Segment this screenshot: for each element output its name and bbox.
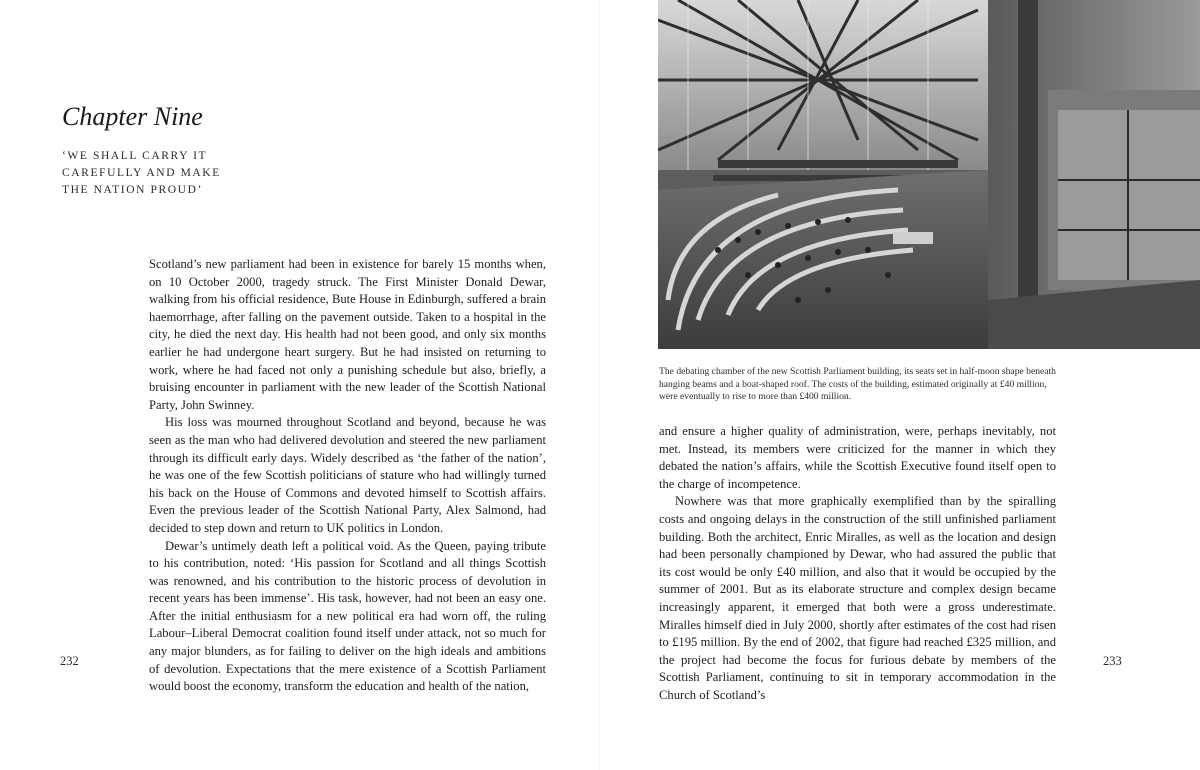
page-number-left: 232	[60, 654, 79, 668]
left-body-text	[149, 256, 546, 696]
page-number-right: 233	[1103, 654, 1122, 668]
photo-caption: The debating chamber of the new Scottish Parliament building, its seats set in half-moon shape beneath hanging beams and a boat-shaped roof. The costs of the building, estimated originally at £40 million, were eventually to rise to more than £400 million.	[659, 366, 1056, 403]
paragraph: Scotland’s new parliament had been in existence for barely 15 months when, on 10 October 2000, tragedy struck. The First Minister Donald Dewar, walking from his official residence, Bute House in Edinburgh, suffered a brain haemorrhage, after falling on the pavement outside. Taken to a hospital in the city, he died the next day. His health had not been good, and only six months earlier he had undergone heart surgery. But he had insisted on returning to work, where he had faced not only a punishing schedule but also, briefly, a bruising encounter in parliament with the new leader of the Scottish National Party, John Swinney.	[149, 257, 546, 412]
chapter-subtitle-line: ‘WE SHALL CARRY IT	[62, 150, 208, 162]
chapter-subtitle	[62, 148, 262, 199]
paragraph: and ensure a higher quality of administration, were, perhaps inevitably, not met. Instead, its members were criticized for the manner in which they debated the nation’s affairs, while the Scottish Executive found itself open to the charge of incompetence.	[659, 424, 1056, 491]
chapter-subtitle-line: CAREFULLY AND MAKE	[62, 167, 221, 179]
parliament-chamber-photo	[658, 0, 1200, 349]
right-body-text	[659, 423, 1056, 705]
chapter-subtitle-line: THE NATION PROUD’	[62, 184, 203, 196]
paragraph: Nowhere was that more graphically exemplified than by the spiralling costs and ongoing delays in the construction of the still unfinished parliament building. Both the architect, Enric Miralles, as well as the location and design had been personally championed by Dewar, who had assured the public that its cost would be only £40 million, and also that it would be occupied by the summer of 2001. But as its elaborate structure and complex design became increasingly apparent, it emerged that both were a gross underestimate. Miralles himself died in July 2000, shortly after estimates of the cost had risen to £195 million. By the end of 2002, that figure had reached £325 million, and the project had become the focus for furious debate by members of the Scottish Parliament, continuing to sit in temporary accommodation in the Church of Scotland’s	[659, 494, 1056, 702]
paragraph: His loss was mourned throughout Scotland and beyond, because he was seen as the man who had delivered devolution and steered the new parliament through its difficult early days. Widely described as ‘the father of the nation’, he was one of the few Scottish politicians of stature who had willingly turned his back on the House of Commons and devoted himself to Scottish affairs. Even the previous leader of the Scottish National Party, Alex Salmond, had decided to step down and return to UK politics in London.	[149, 415, 546, 535]
chapter-title: Chapter Nine	[62, 102, 203, 131]
paragraph: Dewar’s untimely death left a political void. As the Queen, paying tribute to his contribution, noted: ‘His passion for Scotland and all things Scottish was renowned, and his contribution to the historic process of devolution in recent years has been immense’. His task, however, had not been an easy one. After the initial enthusiasm for a new political era had worn off, the ruling Labour–Liberal Democrat coalition found itself under attack, not so much for any major blunders, as for failing to deliver on the high ideals and ambitions of devolution. Expectations that the mere existence of a Scottish Parliament would boost the economy, transform the education and health of the nation,	[149, 538, 546, 694]
